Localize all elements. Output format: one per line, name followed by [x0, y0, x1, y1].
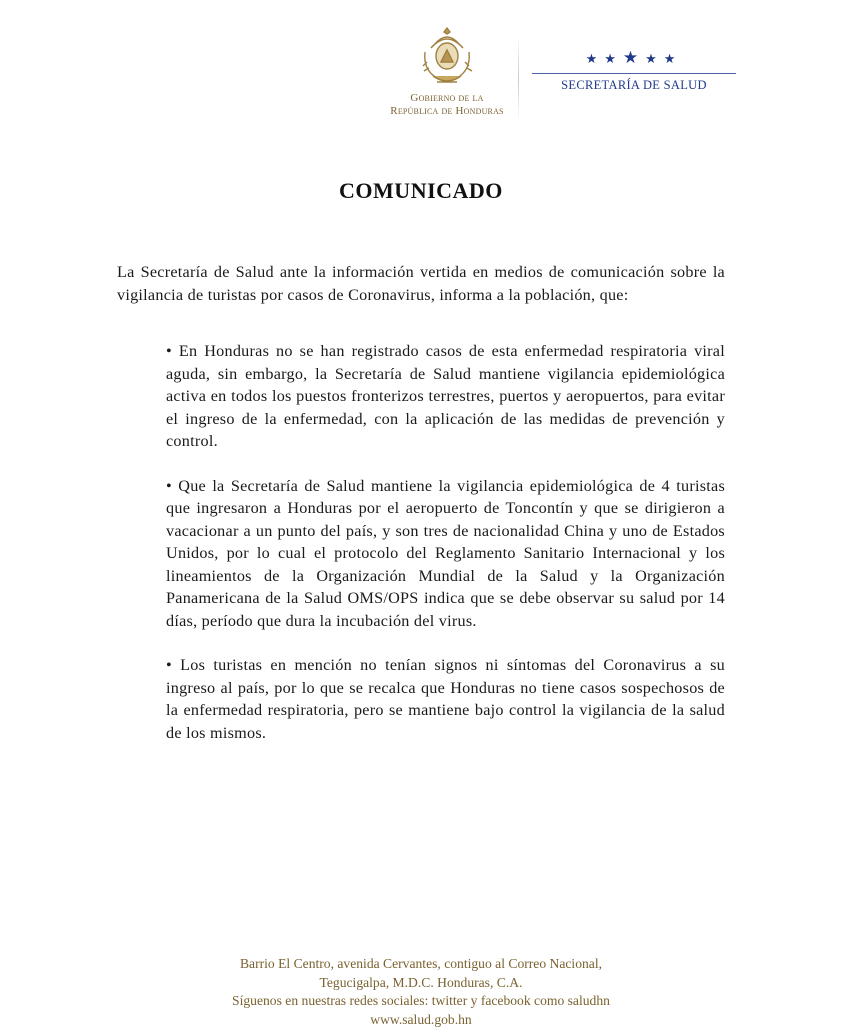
bullet-item: • En Honduras no se han registrado casos de esta enfermedad respiratoria viral aguda, sin embargo, la Secretaría de Salud mantiene vigilancia epidemiológica activa en todos los puestos fronterizos terrestres, puertos y aeropuertos, para evitar el ingreso de la enfermedad, con la aplicación de las medidas de prevención y control.	[166, 340, 725, 453]
gov-name-line1: Gobierno de la	[372, 92, 522, 105]
header-divider	[518, 36, 519, 122]
salud-rule	[532, 73, 736, 74]
stars-icon: ★★★★★	[532, 50, 736, 67]
footer	[0, 955, 842, 1029]
letterhead	[0, 0, 842, 130]
bullet-item: • Los turistas en mención no tenían signos ni síntomas del Coronavirus a su ingreso al país, por lo que se recalca que Honduras no tiene casos sospechosos de la enfermedad respiratoria, pero se mantiene bajo control la vigilancia de la salud de los mismos.	[166, 654, 725, 744]
gov-name-line2: República de Honduras	[372, 105, 522, 118]
coat-of-arms-icon	[417, 22, 477, 88]
intro-paragraph: La Secretaría de Salud ante la información vertida en medios de comunicación sobre la vigilancia de turistas por casos de Coronavirus, informa a la población, que:	[117, 261, 725, 306]
footer-city: Tegucigalpa, M.D.C. Honduras, C.A.	[0, 974, 842, 993]
footer-address: Barrio El Centro, avenida Cervantes, contiguo al Correo Nacional,	[0, 955, 842, 974]
page-title: COMUNICADO	[0, 178, 842, 204]
secretaria-salud-logo	[532, 50, 736, 93]
government-logo	[372, 22, 522, 118]
salud-name: SECRETARÍA DE SALUD	[532, 78, 736, 93]
footer-social: Síguenos en nuestras redes sociales: twitter y facebook como saludhn	[0, 992, 842, 1011]
footer-website: www.salud.gob.hn	[0, 1011, 842, 1029]
bullet-list	[166, 340, 725, 766]
bullet-item: • Que la Secretaría de Salud mantiene la vigilancia epidemiológica de 4 turistas que ingresaron a Honduras por el aeropuerto de Toncontín y que se dirigieron a vacacionar a un punto del país, y son tres de nacionalidad China y uno de Estados Unidos, por lo cual el protocolo del Reglamento Sanitario Internacional y los lineamientos de la Organización Mundial de la Salud y la Organización Panamericana de la Salud OMS/OPS indica que se debe observar su salud por 14 días, período que dura la incubación del virus.	[166, 475, 725, 633]
